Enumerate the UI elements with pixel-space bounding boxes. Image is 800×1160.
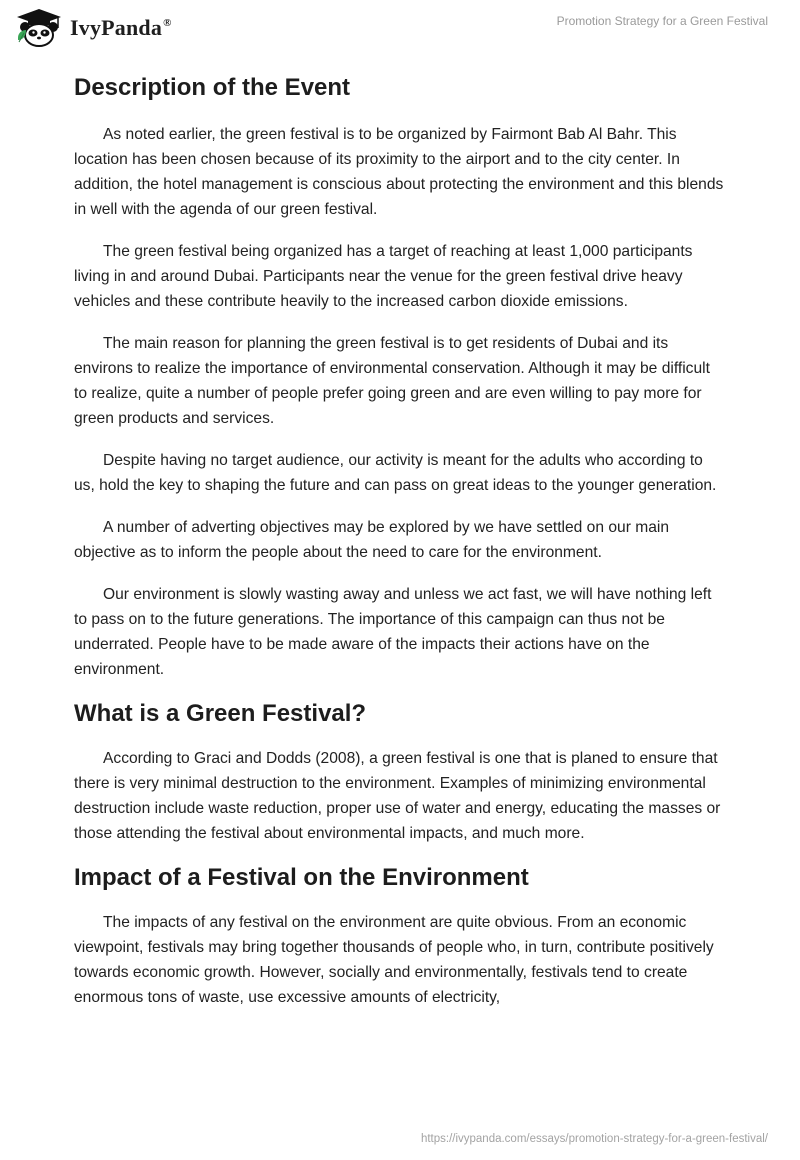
paragraph: A number of adverting objectives may be explored by we have settled on our main objective as to inform the people about the need to care for the environment. [74, 519, 670, 561]
paragraph: Despite having no target audience, our activity is meant for the adults who according to us, hold the key to shaping the future and can pass on great ideas to the younger generation. [74, 452, 717, 494]
section-heading: Description of the Event [74, 74, 351, 101]
paragraph: According to Graci and Dodds (2008), a green festival is one that is planed to ensure that there is very minimal destruction to the environment. Examples of minimizing environmental destruction include waste reduction, proper use of water and energy, educating the masses or those attending the festival about environmental impacts, and much more. [74, 750, 721, 842]
paragraph: Our environment is slowly wasting away and unless we act fast, we will have nothing left to pass on to the future generations. The importance of this campaign can thus not be underrated. People have to be made aware of the impacts their actions have on the environment. [74, 586, 712, 678]
brand-name: IvyPanda® [70, 15, 172, 40]
paragraph: The green festival being organized has a target of reaching at least 1,000 participants living in and around Dubai. Participants near the venue for the green festival drive heavy vehicles and these contribute heavily to the increased carbon dioxide emissions. [74, 243, 693, 310]
panda-mascot-icon [14, 8, 64, 48]
section-heading: What is a Green Festival? [74, 700, 367, 727]
section-heading: Impact of a Festival on the Environment [74, 864, 529, 891]
ivypanda-logo[interactable] [14, 8, 172, 48]
source-url-link[interactable]: https://ivypanda.com/essays/promotion-strategy-for-a-green-festival/ [420, 1133, 768, 1145]
essay-body [74, 70, 724, 1027]
paragraph: The main reason for planning the green festival is to get residents of Dubai and its environs to realize the importance of environmental conservation. Although it may be difficult to realize, quite a number of people prefer going green and are even willing to pay more for green products and services. [74, 335, 710, 427]
document-title: Promotion Strategy for a Green Festival [556, 14, 768, 28]
page-header [0, 0, 800, 60]
paragraph: As noted earlier, the green festival is to be organized by Fairmont Bab Al Bahr. This location has been chosen because of its proximity to the airport and to the city center. In addition, the hotel management is conscious about protecting the environment and this blends in well with the agenda of our green festival. [74, 126, 724, 218]
paragraph: The impacts of any festival on the environment are quite obvious. From an economic viewpoint, festivals may bring together thousands of people who, in turn, contribute positively towards economic growth. However, socially and environmentally, festivals tend to create enormous tons of waste, use excessive amounts of electricity, [74, 914, 714, 1006]
